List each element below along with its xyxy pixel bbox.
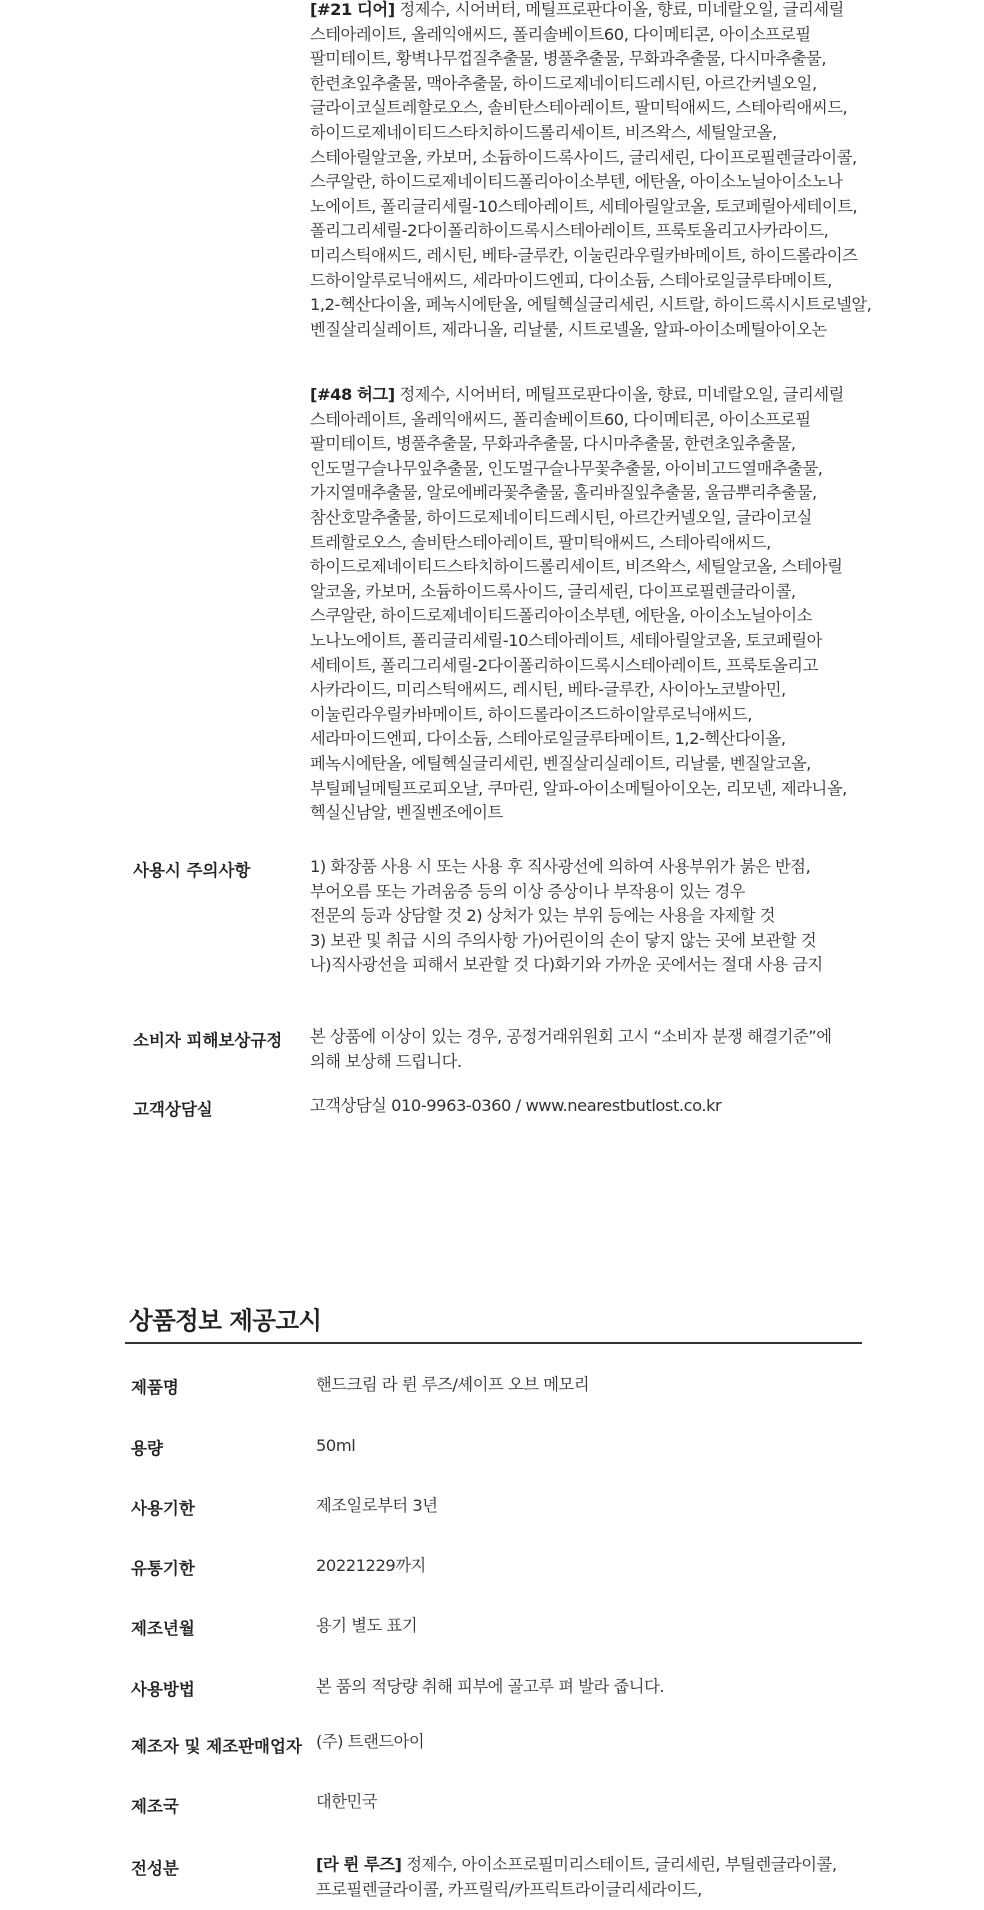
info-label: 제조년월 (131, 1619, 195, 1638)
info-value: 대한민국 (316, 1792, 378, 1811)
product-info-title: 상품정보 제공고시 (129, 1306, 322, 1335)
ingredients-21-text: [#21 디어] 정제수, 시어버터, 메틸프로판다이올, 향료, 미네랄오일, 글리세릴 스테아레이트, 올레익애씨드, 폴리솔베이트60, 다이메티콘, 아이소프로필 팔미테이트, 황벽나무껍질추출물, 병풀추출물, 무화과추출물, 다시마추출물, 한련초잎추출물, 맥아추출물, 하이드로제네이티드레시틴, 아르간커넬오일, 글라이코실트레할로오스, 솔비탄스테아레이트, 팔미틱애씨드, 스테아릭애씨드, 하이드로제네이티드스타치하이드롤리세이트, 비즈왁스, 세틸알코올, 스테아릴알코올, 카보머, 소듐하이드록사이드, 글리세린, 다이프로필렌글라이콜, 스쿠알란, 하이드로제네이티드폴리아이소부텐, 에탄올, 아이소노닐아이소노나 노에이트, 폴리글리세릴-10스테아레이트, 세테아릴알코올, 토코페릴아세테이트, 폴리그리세릴-2다이폴리하이드록시스테아레이트, 프룩토올리고사카라이드, 미리스틱애씨드, 레시틴, 베타-글루칸, 이눌린라우릴카바메이트, 하이드롤라이즈 드하이알루로닉애씨드, 세라마이드엔피, 다이소듐, 스테아로일글루타메이트, 1,2-헥산다이올, 페녹시에탄올, 에틸헥실글리세린, 시트랄, 하이드록시시트로넬알, 벤질살리실레이트, 제라니올, 리날룰, 시트로넬올, 알파-아이소메틸아이오논 (310, 0, 872, 339)
info-label: 사용방법 (131, 1680, 195, 1699)
info-label: 전성분 (131, 1859, 179, 1878)
info-value: [라 륀 루즈] 정제수, 아이소프로필미리스테이트, 글리세린, 부틸렌글라이콜, 프로필렌글라이콜, 카프릴릭/카프릭트라이글리세라이드, (316, 1855, 837, 1899)
shade-21-label: [#21 디어] (310, 0, 395, 19)
customer-service-label: 고객상담실 (133, 1100, 213, 1119)
shade-48-label: [#48 허그] (310, 385, 395, 404)
customer-service-text: 고객상담실 010-9963-0360 / www.nearestbutlost.co.kr (310, 1096, 722, 1115)
compensation-label: 소비자 피해보상규정 (133, 1031, 283, 1050)
title-divider (125, 1342, 862, 1344)
info-label: 사용기한 (131, 1499, 195, 1518)
caution-text: 1) 화장품 사용 시 또는 사용 후 직사광선에 의하여 사용부위가 붉은 반점, 부어오름 또는 가려움증 등의 이상 증상이나 부작용이 있는 경우 전문의 등과 상담할 것 2) 상처가 있는 부위 등에는 사용을 자제할 것 3) 보관 및 취급 시의 주의사항 가)어린이의 손이 닿지 않는 곳에 보관할 것 나)직사광선을 피해서 보관할 것 다)화기와 가까운 곳에서는 절대 사용 금지 (310, 857, 823, 975)
info-label: 제품명 (131, 1378, 179, 1397)
info-value: (주) 트랜드아이 (316, 1732, 425, 1751)
info-label: 용량 (131, 1439, 163, 1458)
info-label: 제조국 (131, 1797, 179, 1816)
info-value: 50ml (316, 1436, 356, 1455)
info-value: 핸드크림 라 륀 루즈/셰이프 오브 메모리 (316, 1375, 590, 1394)
ingredients-48-text: [#48 허그] 정제수, 시어버터, 메틸프로판다이올, 향료, 미네랄오일, 글리세릴 스테아레이트, 올레익애씨드, 폴리솔베이트60, 다이메티콘, 아이소프로필 팔미테이트, 병풀추출물, 무화과추출물, 다시마추출물, 한련초잎추출물, 인도멀구슬나무잎추출물, 인도멀구슬나무꽃추출물, 아이비고드열매추출물, 가지열매추출물, 알로에베라꽃추출물, 홀리바질잎추출물, 울금뿌리추출물, 참산호말추출물, 하이드로제네이티드레시틴, 아르간커넬오일, 글라이코실 트레할로오스, 솔비탄스테아레이트, 팔미틱애씨드, 스테아릭애씨드, 하이드로제네이티드스타치하이드롤리세이트, 비즈왁스, 세틸알코올, 스테아릴 알코올, 카보머, 소듐하이드록사이드, 글리세린, 다이프로필렌글라이콜, 스쿠알란, 하이드로제네이티드폴리아이소부텐, 에탄올, 아이소노닐아이소 노나노에이트, 폴리글리세릴-10스테아레이트, 세테아릴알코올, 토코페릴아 세테이트, 폴리그리세릴-2다이폴리하이드록시스테아레이트, 프룩토올리고 사카라이드, 미리스틱애씨드, 레시틴, 베타-글루칸, 사이아노코발아민, 이눌린라우릴카바메이트, 하이드롤라이즈드하이알루로닉애씨드, 세라마이드엔피, 다이소듐, 스테아로일글루타메이트, 1,2-헥산다이올, 페녹시에탄올, 에틸헥실글리세린, 벤질살리실레이트, 리날룰, 벤질알코올, 부틸페닐메틸프로피오날, 쿠마린, 알파-아이소메틸아이오논, 리모넨, 제라니올, 헥실신남알, 벤질벤조에이트 (310, 385, 847, 823)
info-label: 제조자 및 제조판매업자 (131, 1737, 302, 1756)
info-label: 유통기한 (131, 1559, 195, 1578)
info-value: 20221229까지 (316, 1556, 426, 1575)
caution-label: 사용시 주의사항 (133, 861, 251, 880)
info-value: 용기 별도 표기 (316, 1616, 418, 1635)
compensation-text: 본 상품에 이상이 있는 경우, 공정거래위원회 고시 “소비자 분쟁 해결기준”에 의해 보상해 드립니다. (310, 1027, 832, 1071)
info-value: 제조일로부터 3년 (316, 1496, 438, 1515)
shade-label: [라 륀 루즈] (316, 1855, 402, 1874)
info-value: 본 품의 적당량 취해 피부에 골고루 펴 발라 줍니다. (316, 1677, 665, 1696)
